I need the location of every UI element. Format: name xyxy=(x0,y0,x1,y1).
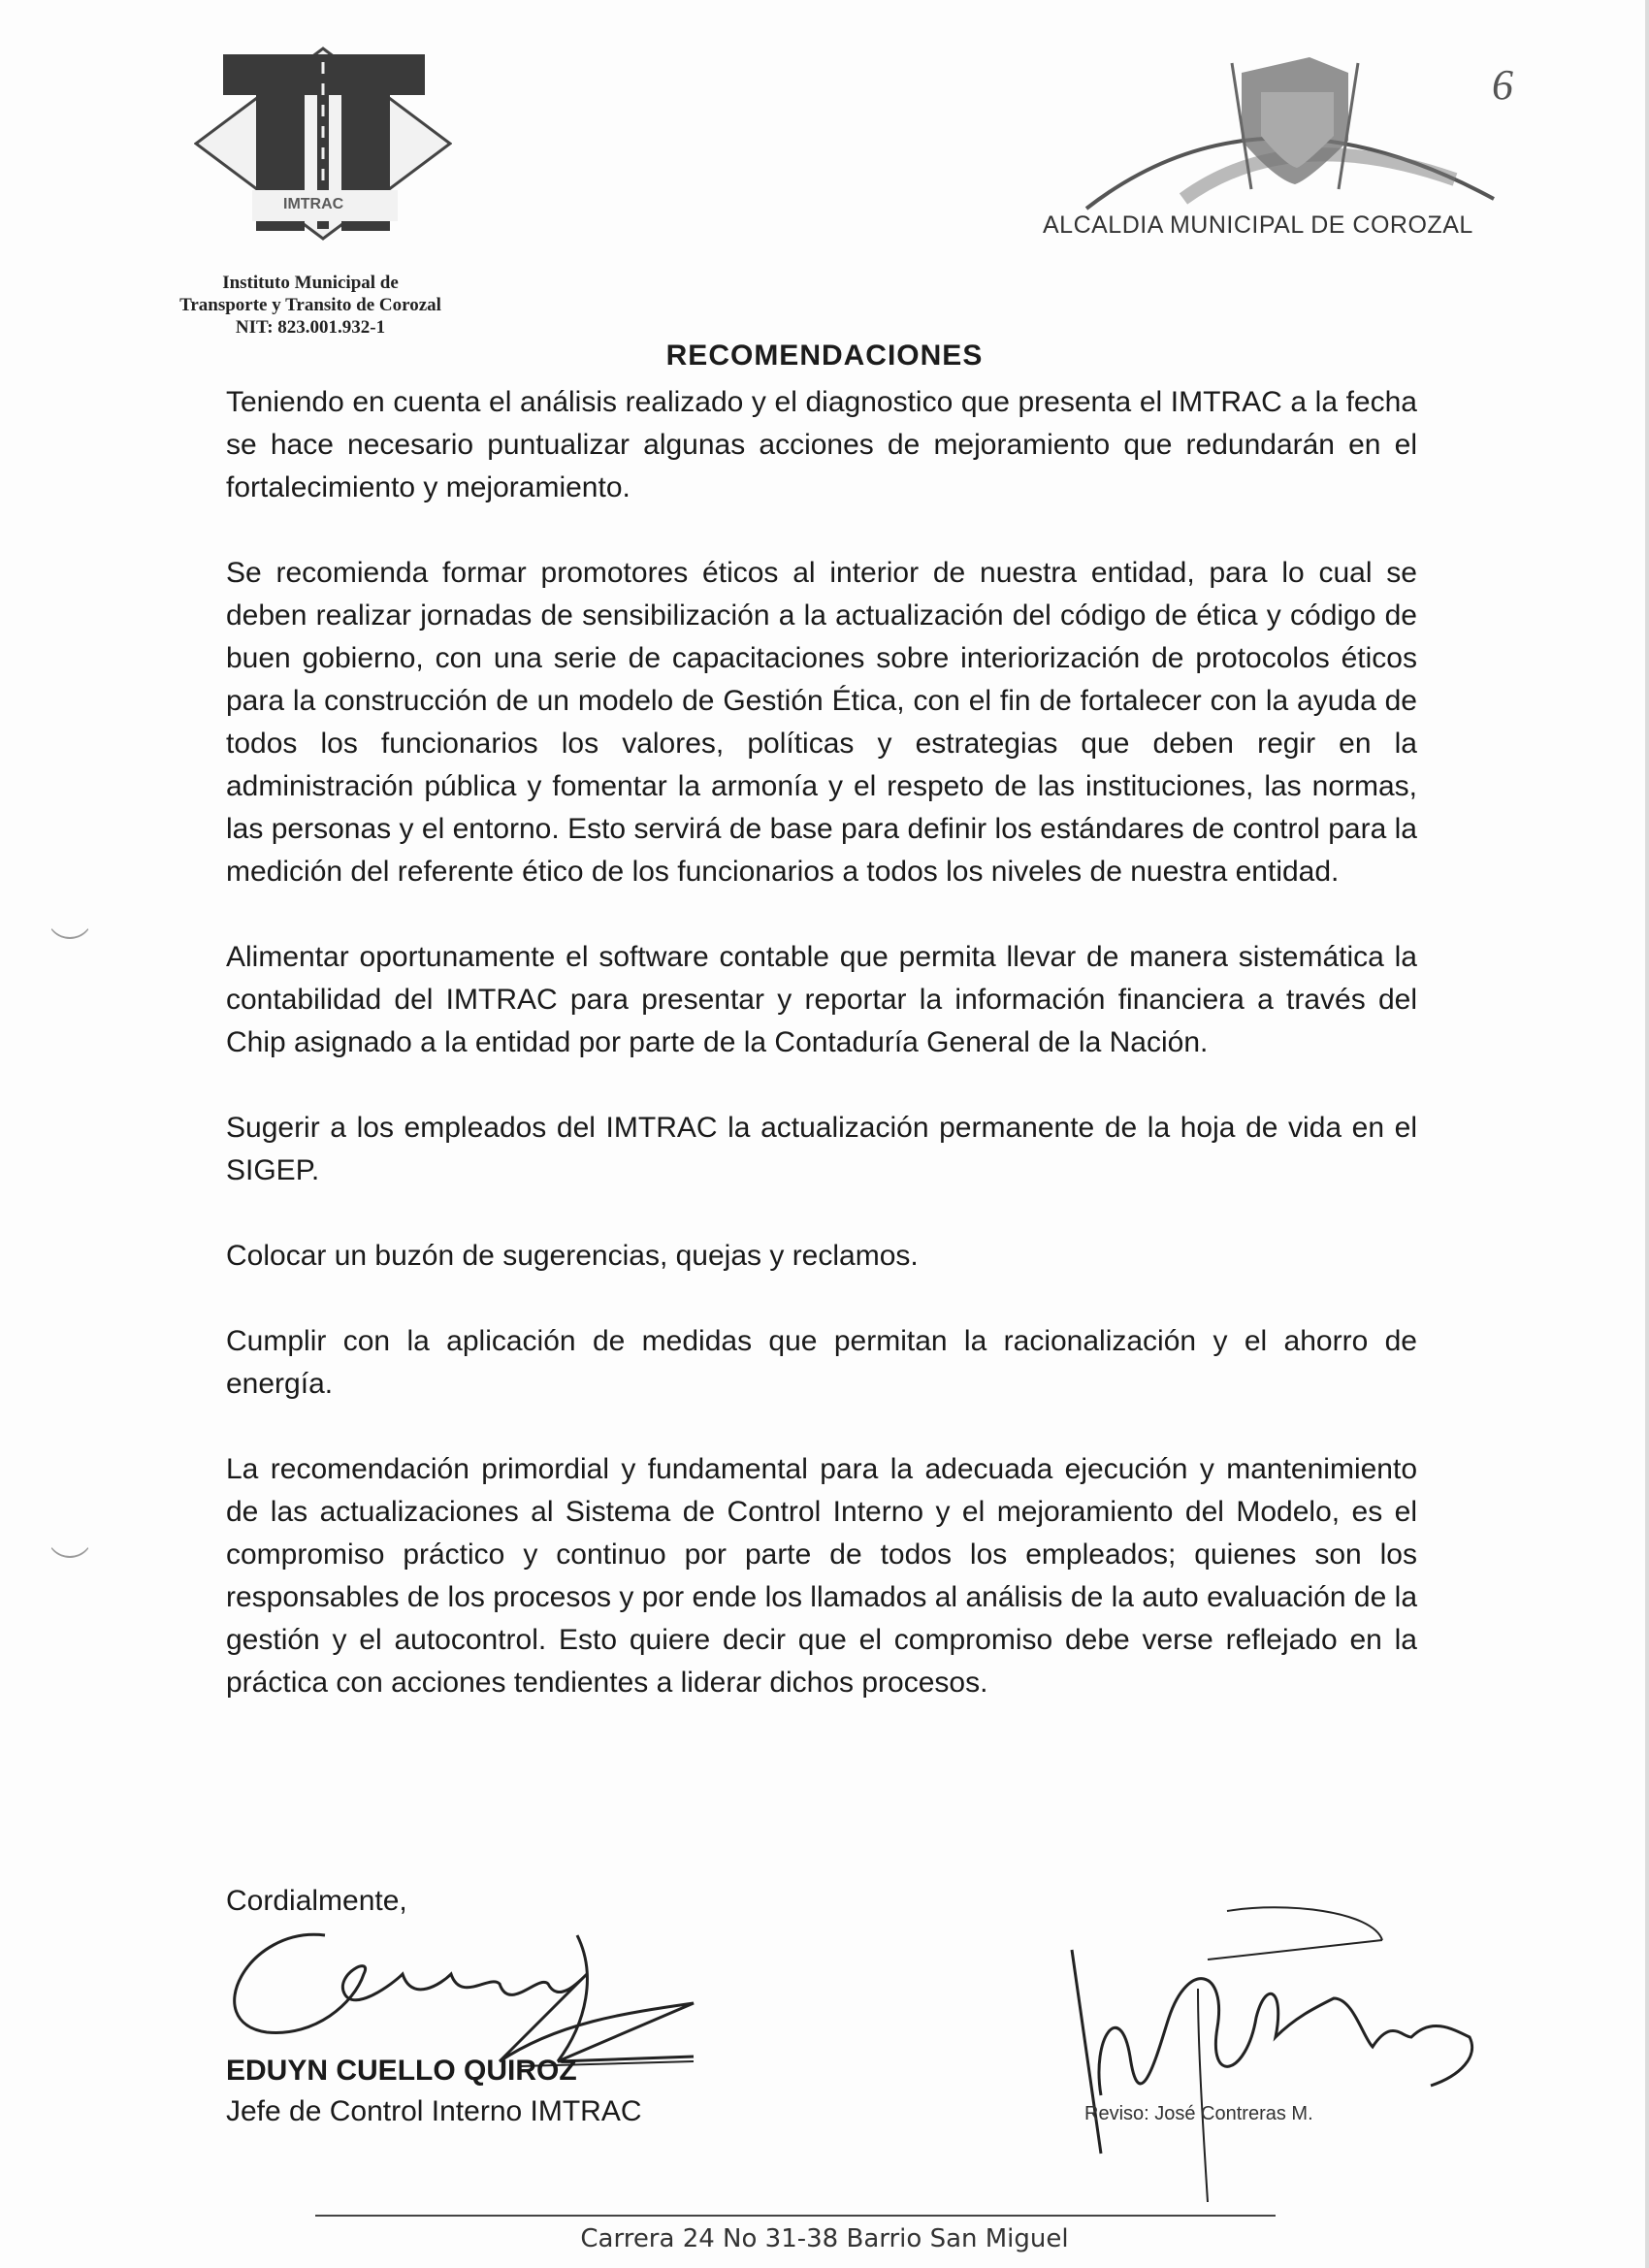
paragraph: Se recomienda formar promotores éticos al interior de nuestra entidad, para lo cual se deben realizar jornadas de sensibilización a la actualización del código de ética y código de buen gobierno, con una serie de capacitaciones sobre interiorización de protocolos éticos para la construcción de un modelo de Gestión Ética, con el fin de fortalecer con la ayuda de todos los funcionarios los valores, políticas y estrategias que deben regir en la administración pública y fomentar la armonía y el respeto de las instituciones, las normas, las personas y el entorno. Esto servirá de base para definir los estándares de control para la medición del referente ético de los funcionarios a todos los niveles de nuestra entidad. xyxy=(226,557,1417,888)
paragraph: Colocar un buzón de sugerencias, quejas y reclamos. xyxy=(226,1240,919,1272)
logo-caption: IMTRAC xyxy=(283,196,344,212)
document-title: RECOMENDACIONES xyxy=(665,340,984,372)
signer-role: Jefe de Control Interno IMTRAC xyxy=(226,2095,642,2127)
institution-line: Instituto Municipal de xyxy=(222,273,399,293)
punch-hole-mark xyxy=(47,892,93,939)
paragraph: Teniendo en cuenta el análisis realizado y el diagnostico que presenta el IMTRAC a la fecha se hace necesario puntualizar algunas acciones de mejoramiento que redundarán en el fortalecimiento y mejoramiento. xyxy=(226,386,1417,503)
reviewer-note: Reviso: José Contreras M. xyxy=(1084,2103,1313,2124)
alcaldia-name: ALCALDIA MUNICIPAL DE COROZAL xyxy=(1043,211,1473,239)
institution-line: NIT: 823.001.932-1 xyxy=(235,317,386,338)
institution-line: Transporte y Transito de Corozal xyxy=(179,295,441,315)
document-body xyxy=(226,381,1417,1747)
signature-right xyxy=(1062,1901,1489,2212)
paragraph: Sugerir a los empleados del IMTRAC la actualización permanente de la hoja de vida en el SIGEP. xyxy=(226,1112,1417,1186)
punch-hole-mark xyxy=(47,1511,93,1558)
closing: Cordialmente, xyxy=(226,1885,407,1917)
paragraph: Cumplir con la aplicación de medidas que permitan la racionalización y el ahorro de energía. xyxy=(226,1325,1417,1400)
page-number: 6 xyxy=(1492,61,1513,109)
institution-block xyxy=(136,272,485,339)
signer-name: EDUYN CUELLO QUIROZ xyxy=(226,2055,577,2087)
paragraph: La recomendación primordial y fundamental para la adecuada ejecución y mantenimiento de las actualizaciones al Sistema de Control Interno y el mejoramiento del Modelo, es el compromiso práctico y continuo por parte de todos los empleados; quienes son los responsables de los procesos y por ende los llamados al análisis de la auto evaluación de la gestión y el autocontrol. Esto quiere decir que el compromiso debe verse reflejado en la práctica con acciones tendientes a liderar dichos procesos. xyxy=(226,1453,1417,1699)
municipal-shield-emblem xyxy=(1067,53,1513,218)
paragraph: Alimentar oportunamente el software contable que permita llevar de manera sistemática la contabilidad del IMTRAC para presentar y reportar la información financiera a través del Chip asignado a la entidad por parte de la Contaduría General de la Nación. xyxy=(226,941,1417,1058)
footer-rule xyxy=(315,2215,1276,2217)
footer-address: Carrera 24 No 31-38 Barrio San Miguel xyxy=(580,2224,1069,2253)
